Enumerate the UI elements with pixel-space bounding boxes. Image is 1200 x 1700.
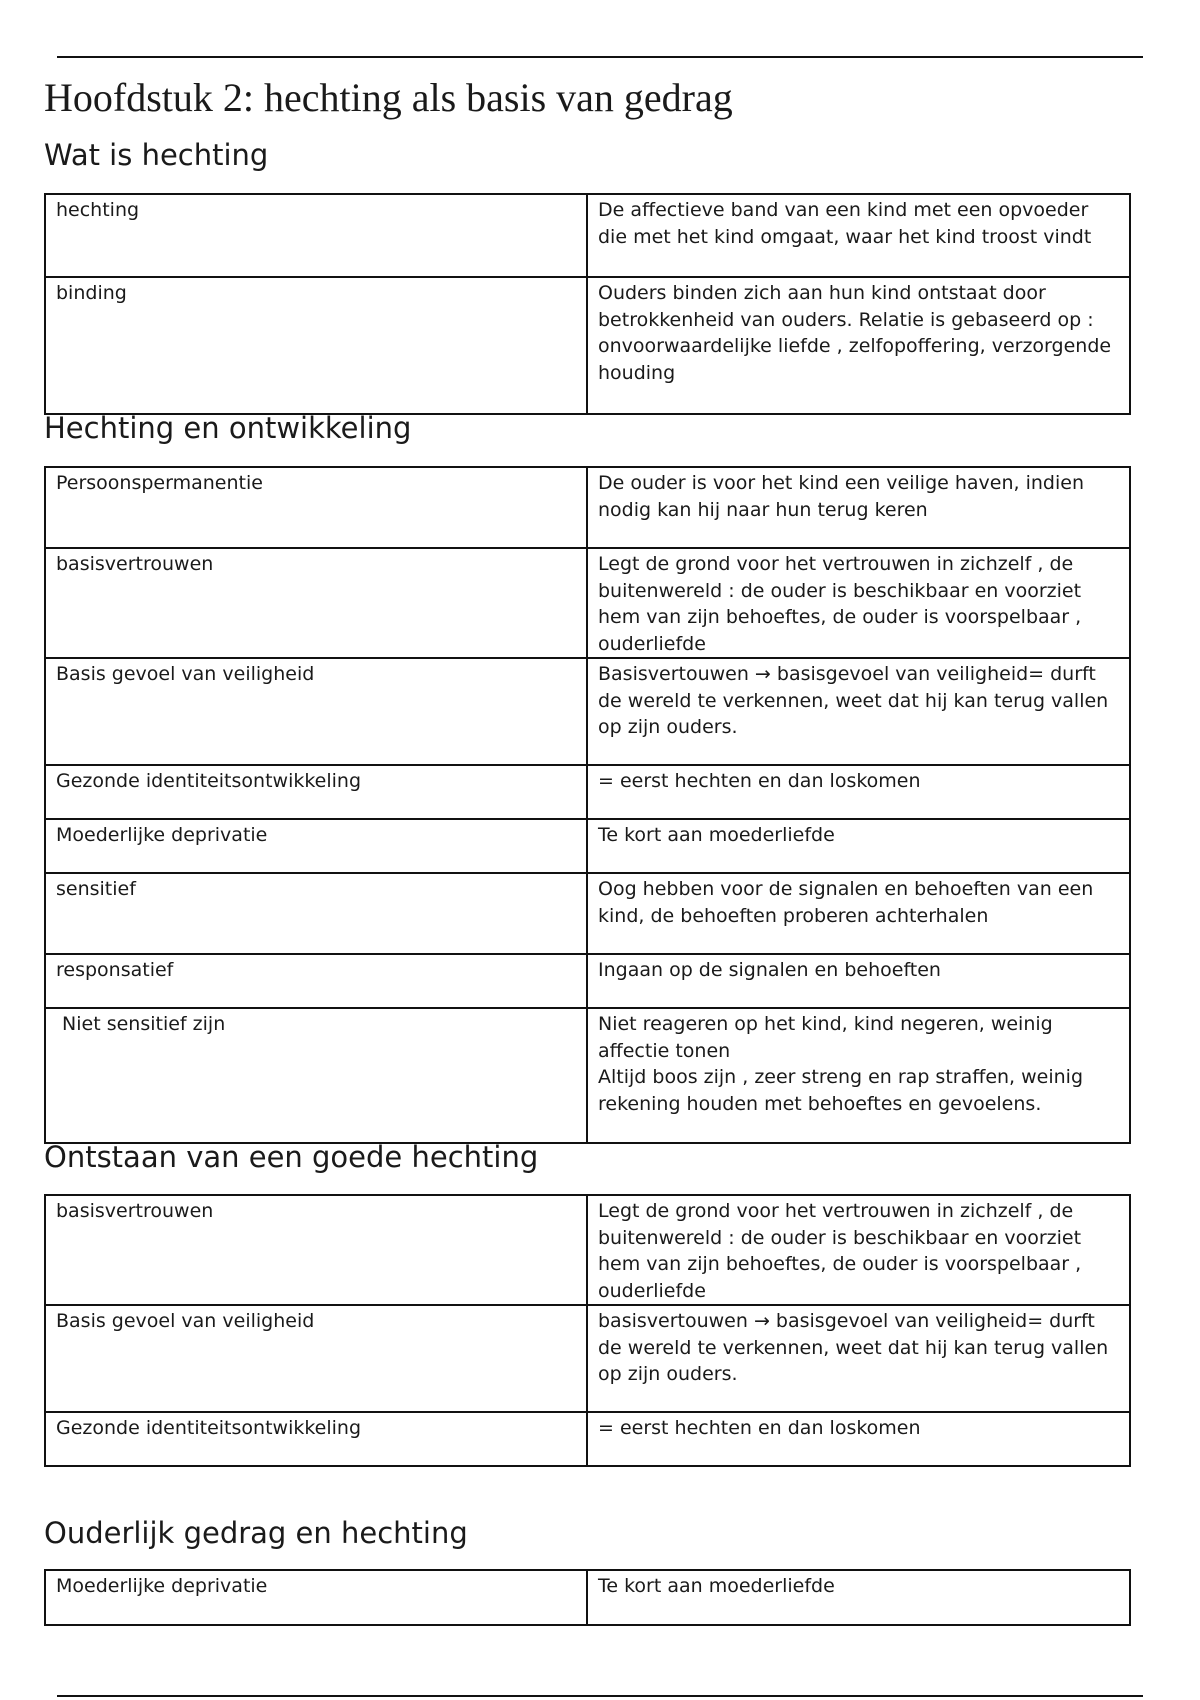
table-row	[45, 658, 1130, 765]
definition-text: Niet reageren op het kind, kind negeren, weinig affectie tonen	[598, 1013, 1053, 1062]
term-label: hechting	[56, 199, 140, 221]
definition-text: Legt de grond voor het vertrouwen in zichzelf , de buitenwereld : de ouder is beschikbaar en voorziet hem van zijn behoeftes, de ouder is voorspelbaar , ouderliefde	[598, 1200, 1082, 1302]
definition-text: De affectieve band van een kind met een opvoeder die met het kind omgaat, waar het kind troost vindt	[598, 199, 1092, 248]
term-cell	[45, 1008, 587, 1143]
term-cell	[45, 467, 587, 548]
definition-text-continued: Altijd boos zijn , zeer streng en rap straffen, weinig rekening houden met behoeftes en gevoelens.	[598, 1066, 1084, 1115]
definition-text: = eerst hechten en dan loskomen	[598, 770, 921, 792]
definition-cell	[587, 467, 1130, 548]
term-cell	[45, 1570, 587, 1625]
definitions-table-ontstaan-goede-hechting	[44, 1194, 1131, 1467]
table-row	[45, 1570, 1130, 1625]
definition-cell	[587, 954, 1130, 1008]
definitions-table-hechting-en-ontwikkeling	[44, 466, 1131, 1144]
definition-cell	[587, 765, 1130, 819]
definition-text: Legt de grond voor het vertrouwen in zichzelf , de buitenwereld : de ouder is beschikbaar en voorziet hem van zijn behoeftes, de ouder is voorspelbaar , ouderliefde	[598, 553, 1082, 655]
table-row	[45, 1008, 1130, 1143]
term-label: Niet sensitief zijn	[56, 1013, 226, 1035]
term-label: sensitief	[56, 878, 136, 900]
term-cell	[45, 819, 587, 873]
definition-text: Te kort aan moederliefde	[598, 1575, 835, 1597]
table-row	[45, 548, 1130, 658]
definition-cell	[587, 819, 1130, 873]
term-label: Moederlijke deprivatie	[56, 824, 268, 846]
table-row	[45, 873, 1130, 954]
term-label: Basis gevoel van veiligheid	[56, 663, 315, 685]
term-label: basisvertrouwen	[56, 553, 214, 575]
table-row	[45, 1195, 1130, 1305]
term-cell	[45, 548, 587, 658]
definition-text: Basisvertouwen → basisgevoel van veiligheid= durft de wereld te verkennen, weet dat hij kan terug vallen op zijn ouders.	[598, 663, 1109, 738]
term-cell	[45, 277, 587, 414]
definition-text: De ouder is voor het kind een veilige haven, indien nodig kan hij naar hun terug keren	[598, 472, 1084, 521]
term-label: Persoonspermanentie	[56, 472, 263, 494]
section-heading-hechting-en-ontwikkeling: Hechting en ontwikkeling	[44, 411, 412, 445]
section-heading-ontstaan-goede-hechting: Ontstaan van een goede hechting	[44, 1140, 539, 1174]
footer-rule	[57, 1695, 1143, 1697]
definition-cell	[587, 548, 1130, 658]
table-row	[45, 467, 1130, 548]
term-cell	[45, 194, 587, 277]
definition-text: Ingaan op de signalen en behoeften	[598, 959, 941, 981]
definition-cell	[587, 1305, 1130, 1412]
term-label: Gezonde identiteitsontwikkeling	[56, 1417, 362, 1439]
definition-cell	[587, 1195, 1130, 1305]
definition-text: Te kort aan moederliefde	[598, 824, 835, 846]
definition-cell	[587, 1570, 1130, 1625]
definition-cell	[587, 658, 1130, 765]
definition-text: basisvertouwen → basisgevoel van veiligheid= durft de wereld te verkennen, weet dat hij kan terug vallen op zijn ouders.	[598, 1310, 1109, 1385]
term-cell	[45, 1195, 587, 1305]
table-row	[45, 954, 1130, 1008]
definition-cell	[587, 1412, 1130, 1466]
definition-cell	[587, 277, 1130, 414]
term-cell	[45, 1412, 587, 1466]
table-row	[45, 819, 1130, 873]
definition-cell	[587, 1008, 1130, 1143]
definition-text: = eerst hechten en dan loskomen	[598, 1417, 921, 1439]
section-heading-ouderlijk-gedrag: Ouderlijk gedrag en hechting	[44, 1516, 468, 1550]
definition-cell	[587, 873, 1130, 954]
term-cell	[45, 873, 587, 954]
definitions-table-wat-is-hechting	[44, 193, 1131, 415]
header-rule	[57, 56, 1143, 58]
table-row	[45, 194, 1130, 277]
table-row	[45, 277, 1130, 414]
term-label: binding	[56, 282, 127, 304]
definition-cell	[587, 194, 1130, 277]
term-label: Basis gevoel van veiligheid	[56, 1310, 315, 1332]
definition-text: Ouders binden zich aan hun kind ontstaat door betrokkenheid van ouders. Relatie is gebaseerd op : onvoorwaardelijke liefde , zelfopoffering, verzorgende houding	[598, 282, 1112, 384]
term-cell	[45, 658, 587, 765]
term-cell	[45, 1305, 587, 1412]
page-title: Hoofdstuk 2: hechting als basis van gedrag	[44, 75, 733, 120]
term-cell	[45, 954, 587, 1008]
term-cell	[45, 765, 587, 819]
table-row	[45, 1305, 1130, 1412]
definitions-table-ouderlijk-gedrag	[44, 1569, 1131, 1626]
definition-text: Oog hebben voor de signalen en behoeften van een kind, de behoeften proberen achterhalen	[598, 878, 1094, 927]
table-row	[45, 1412, 1130, 1466]
section-heading-wat-is-hechting: Wat is hechting	[44, 138, 269, 172]
term-label: Moederlijke deprivatie	[56, 1575, 268, 1597]
term-label: responsatief	[56, 959, 174, 981]
term-label: Gezonde identiteitsontwikkeling	[56, 770, 362, 792]
term-label: basisvertrouwen	[56, 1200, 214, 1222]
table-row	[45, 765, 1130, 819]
